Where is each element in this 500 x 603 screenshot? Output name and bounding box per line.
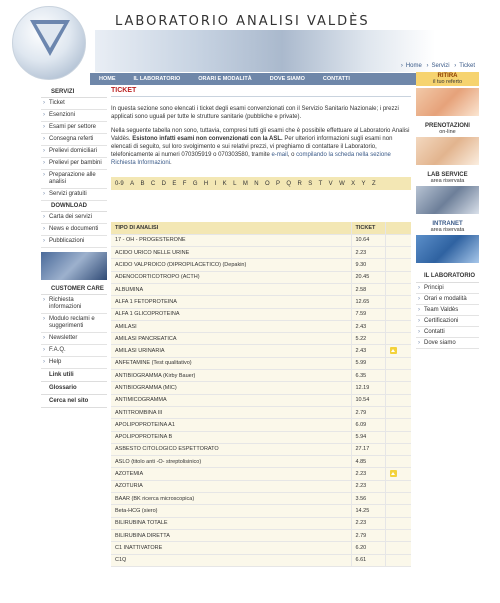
sidebar-item-dove-siamo[interactable]: › Dove siamo — [416, 338, 479, 349]
table-row — [111, 456, 411, 468]
ticket-price: 5.22 — [351, 333, 385, 345]
alpha-c[interactable]: C — [150, 180, 156, 187]
row-extra-cell — [385, 554, 411, 566]
ticket-price: 2.23 — [351, 468, 385, 480]
table-row — [111, 394, 411, 406]
sidebar-item-prelievi-bambini[interactable]: › Prelievi per bambini — [41, 158, 107, 170]
alpha-w[interactable]: W — [339, 180, 345, 187]
intro2-text-c: Per ulteriori informazioni sugli esami non elencati di seguito, sul loro svolgimento e sui relativi prezzi, vi preghiamo di contattare il Laboratorio, telefonicamente ai numeri 070305919 o 070303580, tramite — [111, 136, 393, 158]
analysis-name: ACIDO VALPROICO (DIPROPILACETICO) (Depakin) — [111, 259, 351, 271]
table-row — [111, 529, 411, 541]
row-extra-cell — [385, 247, 411, 259]
sidebar-item-esami-settore[interactable]: › Esami per settore — [41, 122, 107, 134]
logo-v-inner-icon — [36, 24, 64, 48]
row-extra-cell — [385, 468, 411, 480]
table-row — [111, 283, 411, 295]
table-row — [111, 542, 411, 554]
sidebar-item-help[interactable]: › Help — [41, 357, 107, 369]
row-extra-cell — [385, 529, 411, 541]
analysis-name: AMILASI PANCREATICA — [111, 333, 351, 345]
sidebar-item-team[interactable]: › Team Valdès — [416, 305, 479, 316]
table-row — [111, 419, 411, 431]
intranet-photo — [416, 235, 479, 263]
promo-intranet[interactable] — [416, 216, 479, 265]
ticket-price: 12.65 — [351, 296, 385, 308]
row-extra-cell — [385, 431, 411, 443]
table-row — [111, 320, 411, 332]
table-row — [111, 234, 411, 246]
analysis-name: AZOTEMIA — [111, 468, 351, 480]
laboratorio-heading: IL LABORATORIO — [416, 269, 479, 283]
analysis-name: ALFA 1 GLICOPROTEINA — [111, 308, 351, 320]
table-row — [111, 370, 411, 382]
link-cerca[interactable]: Cerca nel sito — [41, 395, 107, 408]
header — [0, 0, 500, 72]
row-extra-cell — [385, 443, 411, 455]
alpha-t[interactable]: T — [318, 180, 323, 187]
prenotazioni-photo — [416, 137, 479, 165]
ticket-price: 6.35 — [351, 370, 385, 382]
alphabet-filter — [111, 177, 411, 190]
breadcrumb-chevron-icon: › — [400, 63, 403, 69]
ticket-price: 7.59 — [351, 308, 385, 320]
table-row — [111, 357, 411, 369]
row-extra-cell — [385, 271, 411, 283]
ticket-price: 4.85 — [351, 456, 385, 468]
row-extra-cell — [385, 480, 411, 492]
analysis-name: ACIDO URICO NELLE URINE — [111, 247, 351, 259]
link-utili[interactable]: Link utili — [41, 369, 107, 382]
nav-contatti[interactable]: CONTATTI — [322, 76, 350, 82]
sidebar-item-reclami[interactable]: › Modulo reclami e suggerimenti — [41, 314, 107, 333]
download-heading: DOWNLOAD — [41, 201, 107, 212]
ticket-price: 5.99 — [351, 357, 385, 369]
alpha-q[interactable]: Q — [286, 180, 292, 187]
intro-paragraph-2 — [111, 127, 411, 167]
alpha-k[interactable]: K — [222, 180, 227, 187]
analysis-name: ADENOCORTICOTROPO (ACTH) — [111, 271, 351, 283]
alpha-h[interactable]: H — [203, 180, 209, 187]
ticket-price: 2.79 — [351, 406, 385, 418]
sidebar-item-prelievi-domiciliari[interactable]: › Prelievi domiciliari — [41, 146, 107, 158]
analysis-name: AMILASI — [111, 320, 351, 332]
alpha-d[interactable]: D — [161, 180, 166, 187]
alpha-m[interactable]: M — [242, 180, 248, 187]
table-row — [111, 382, 411, 394]
alpha-y[interactable]: Y — [361, 180, 366, 187]
table-row — [111, 296, 411, 308]
ticket-price: 2.43 — [351, 345, 385, 357]
row-extra-cell — [385, 357, 411, 369]
table-row — [111, 431, 411, 443]
table-row — [111, 308, 411, 320]
analysis-name: C1 INATTIVATORE — [111, 542, 351, 554]
row-extra-cell — [385, 259, 411, 271]
breadcrumb-chevron-icon: › — [454, 63, 457, 69]
brand-title: LABORATORIO ANALISI VALDÈS — [115, 14, 370, 29]
analysis-name: ASBESTO CITOLOGICO ESPETTORATO — [111, 443, 351, 455]
sidebar-item-ticket[interactable]: › Ticket — [41, 98, 107, 110]
row-extra-cell — [385, 542, 411, 554]
alpha-l[interactable]: L — [233, 180, 237, 187]
promo-ritira[interactable] — [416, 70, 479, 118]
alpha-v[interactable]: V — [328, 180, 333, 187]
table-row — [111, 468, 411, 480]
row-extra-cell — [385, 370, 411, 382]
right-sidebar — [416, 70, 479, 349]
promo-lab-service[interactable] — [416, 167, 479, 216]
ticket-price: 9.30 — [351, 259, 385, 271]
analysis-name: APOLIPOPROTEINA B — [111, 431, 351, 443]
sidebar-item-certificazioni[interactable]: › Certificazioni — [416, 316, 479, 327]
ticket-price: 2.23 — [351, 247, 385, 259]
row-extra-cell — [385, 296, 411, 308]
ticket-price: 2.58 — [351, 283, 385, 295]
ticket-table — [111, 222, 411, 567]
column-header-ticket: TICKET — [351, 222, 385, 234]
analysis-name: AMILASI URINARIA — [111, 345, 351, 357]
promo-prenotazioni-title: PRENOTAZIONI — [425, 123, 470, 129]
table-row — [111, 406, 411, 418]
intro-paragraph-1: In questa sezione sono elencati i ticket degli esami convenzionati con il Servizio Sanitario Nazionale; i prezzi applicati sono uguali per tutte le strutture sanitarie (pubbliche e private). — [111, 106, 399, 120]
table-row — [111, 345, 411, 357]
back-to-top-icon[interactable] — [390, 470, 397, 477]
row-extra-cell — [385, 394, 411, 406]
row-extra-cell — [385, 505, 411, 517]
row-extra-cell — [385, 406, 411, 418]
intro2-bold: Esistono infatti esami non convenzionati con la ASL. — [132, 136, 283, 142]
table-row — [111, 333, 411, 345]
table-row — [111, 505, 411, 517]
table-row — [111, 493, 411, 505]
promo-ritira-title: RITIRA — [437, 73, 458, 79]
analysis-name: C1Q — [111, 554, 351, 566]
sidebar-item-principi[interactable]: › Principi — [416, 283, 479, 294]
row-extra-cell — [385, 283, 411, 295]
analysis-name: Beta-HCG (siero) — [111, 505, 351, 517]
ticket-price: 12.19 — [351, 382, 385, 394]
analysis-name: ANFETAMINE (Test qualitativo) — [111, 357, 351, 369]
email-link[interactable]: e-mail — [271, 152, 288, 158]
ticket-price: 6.09 — [351, 419, 385, 431]
intro2-text-a: Nella seguente tabella non sono, tuttavia, compresi tutti gli esami che è possibile effettuare al Laboratorio Analisi Valdès. — [111, 128, 410, 142]
row-extra-cell — [385, 320, 411, 332]
alpha-i[interactable]: I — [214, 180, 217, 187]
sidebar-item-consegna-referti[interactable]: › Consegna referti — [41, 134, 107, 146]
row-extra-cell — [385, 308, 411, 320]
analysis-name: ANTIBIOGRAMMA (Kirby Bauer) — [111, 370, 351, 382]
sidebar-item-servizi-gratuiti[interactable]: › Servizi gratuiti — [41, 189, 107, 201]
sidebar-item-richiesta-info[interactable]: › Richiesta informazioni — [41, 295, 107, 314]
row-extra-cell — [385, 333, 411, 345]
analysis-name: BILIRUBINA DIRETTA — [111, 529, 351, 541]
ticket-price: 6.61 — [351, 554, 385, 566]
ticket-price: 20.45 — [351, 271, 385, 283]
table-row — [111, 247, 411, 259]
promo-prenotazioni-sub: on-line — [439, 129, 456, 135]
nav-home[interactable]: HOME — [99, 76, 116, 82]
promo-prenotazioni[interactable] — [416, 118, 479, 167]
breadcrumb-home[interactable]: Home — [405, 63, 422, 69]
sidebar-item-esenzioni[interactable]: › Esenzioni — [41, 110, 107, 122]
ticket-price: 27.17 — [351, 443, 385, 455]
breadcrumb-ticket: Ticket — [459, 63, 475, 69]
intro2-text-d: , o — [287, 152, 295, 158]
ticket-price: 14.25 — [351, 505, 385, 517]
header-banner — [95, 30, 435, 72]
ticket-price: 2.23 — [351, 517, 385, 529]
ticket-price: 5.94 — [351, 431, 385, 443]
alpha-o[interactable]: O — [264, 180, 270, 187]
sidebar-item-newsletter[interactable]: › Newsletter — [41, 333, 107, 345]
alpha-r[interactable]: R — [297, 180, 302, 187]
alpha-n[interactable]: N — [254, 180, 259, 187]
column-header-tipo: TIPO DI ANALISI — [111, 222, 351, 234]
sidebar-item-pubblicazioni[interactable]: › Pubblicazioni — [41, 236, 107, 248]
analysis-name: ALFA 1 FETOPROTEINA — [111, 296, 351, 308]
ticket-price: 3.56 — [351, 493, 385, 505]
richiesta-info-link[interactable]: compilando la scheda nella sezione Richiesta Informazioni — [111, 152, 391, 166]
table-row — [111, 443, 411, 455]
row-extra-cell — [385, 234, 411, 246]
promo-intranet-title: INTRANET — [432, 221, 463, 227]
analysis-name: ANTIMICOGRAMMA — [111, 394, 351, 406]
row-extra-cell — [385, 456, 411, 468]
breadcrumb — [398, 63, 475, 69]
table-header-row — [111, 222, 411, 234]
ticket-price: 2.23 — [351, 480, 385, 492]
breadcrumb-servizi[interactable]: Servizi — [431, 63, 450, 69]
row-extra-cell — [385, 517, 411, 529]
table-row — [111, 259, 411, 271]
analysis-name: BAAR (BK ricerca microscopica) — [111, 493, 351, 505]
analysis-name: AZOTURIA — [111, 480, 351, 492]
breadcrumb-chevron-icon: › — [426, 63, 429, 69]
servizi-heading: SERVIZI — [41, 87, 107, 98]
analysis-name: ANTIBIOGRAMMA (MIC) — [111, 382, 351, 394]
alpha-x[interactable]: X — [351, 180, 356, 187]
promo-lab-service-title: LAB SERVICE — [427, 172, 468, 178]
promo-lab-service-sub: area riservata — [430, 178, 465, 184]
analysis-name: BILIRUBINA TOTALE — [111, 517, 351, 529]
nav-laboratorio[interactable]: IL LABORATORIO — [133, 76, 181, 82]
promo-intranet-sub: area riservata — [430, 227, 465, 233]
analysis-name: ALBUMINA — [111, 283, 351, 295]
ticket-price: 10.54 — [351, 394, 385, 406]
left-sidebar — [41, 87, 107, 408]
promo-ritira-sub: il tuo referto — [432, 79, 463, 85]
row-extra-cell — [385, 493, 411, 505]
alpha-f[interactable]: F — [182, 180, 187, 187]
sidebar-item-orari[interactable]: › Orari e modalità — [416, 294, 479, 305]
alpha-s[interactable]: S — [308, 180, 313, 187]
ritira-photo — [416, 88, 479, 116]
analysis-name: ANTITROMBINA III — [111, 406, 351, 418]
analysis-name: ASLO (titolo anti -O- streptolisinico) — [111, 456, 351, 468]
ticket-price: 10.64 — [351, 234, 385, 246]
alpha-0-9[interactable]: 0-9 — [115, 180, 124, 187]
table-row — [111, 480, 411, 492]
analysis-name: APOLIPOPROTEINA A1 — [111, 419, 351, 431]
sidebar-photo — [41, 252, 107, 280]
main-content — [111, 87, 411, 190]
ticket-price: 6.20 — [351, 542, 385, 554]
row-extra-cell — [385, 345, 411, 357]
sidebar-item-preparazione[interactable]: › Preparazione alle analisi — [41, 170, 107, 189]
table-row — [111, 554, 411, 566]
row-extra-cell — [385, 382, 411, 394]
customer-care-heading: CUSTOMER CARE — [41, 284, 107, 295]
row-extra-cell — [385, 419, 411, 431]
sidebar-item-contatti[interactable]: › Contatti — [416, 327, 479, 338]
nav-orari[interactable]: ORARI E MODALITÀ — [198, 76, 252, 82]
sidebar-item-news[interactable]: › News e documenti — [41, 224, 107, 236]
analysis-name: 17 - OH - PROGESTERONE — [111, 234, 351, 246]
intro2-text-e: . — [170, 160, 172, 166]
alpha-b[interactable]: B — [140, 180, 145, 187]
alpha-g[interactable]: G — [192, 180, 198, 187]
alpha-e[interactable]: E — [172, 180, 177, 187]
back-to-top-icon[interactable] — [390, 347, 397, 354]
promo-ritira-head — [416, 72, 479, 86]
ticket-price: 2.43 — [351, 320, 385, 332]
alpha-p[interactable]: P — [276, 180, 281, 187]
link-glossario[interactable]: Glossario — [41, 382, 107, 395]
column-header-blank — [385, 222, 411, 234]
table-body — [111, 234, 411, 566]
nav-dove-siamo[interactable]: DOVE SIAMO — [269, 76, 305, 82]
main-nav — [90, 73, 435, 85]
sidebar-item-faq[interactable]: › F.A.Q. — [41, 345, 107, 357]
lab-service-photo — [416, 186, 479, 214]
sidebar-item-carta-servizi[interactable]: › Carta dei servizi — [41, 212, 107, 224]
table-row — [111, 517, 411, 529]
table-row — [111, 271, 411, 283]
alpha-z[interactable]: Z — [371, 180, 376, 187]
alpha-a[interactable]: A — [130, 180, 135, 187]
ticket-price: 2.79 — [351, 529, 385, 541]
page-title: TICKET — [111, 87, 411, 97]
